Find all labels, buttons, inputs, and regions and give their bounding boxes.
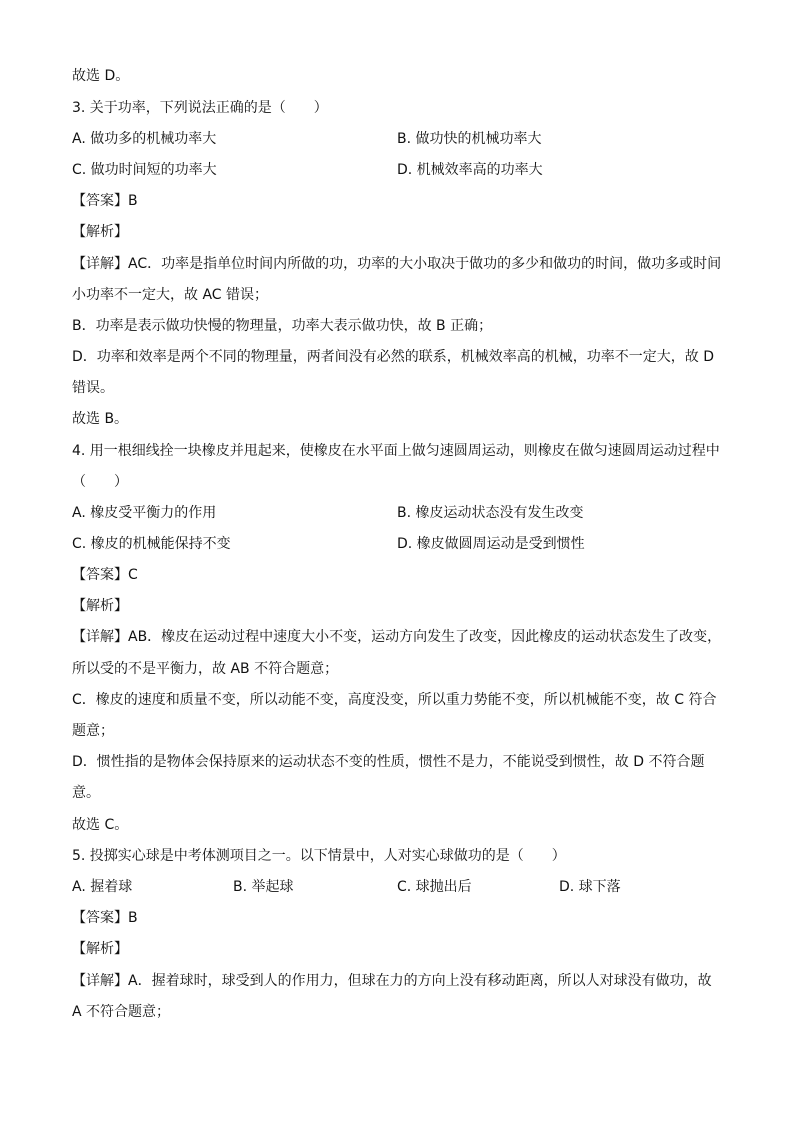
q5-detail-line-2: A 不符合题意； [72,1004,171,1020]
q4-detail-line-1: 【详解】AB．橡皮在运动过程中速度大小不变，运动方向发生了改变，因此橡皮的运动状态发生了改变， [72,629,722,645]
q4-analysis-label: 【解析】 [72,598,128,614]
q3-option-c: C. 做功时间短的功率大 [72,162,217,178]
q3-detail-line-1: 【详解】AC．功率是指单位时间内所做的功，功率的大小取决于做功的多少和做功的时间，做功多或时间 [72,256,722,272]
q4-conclusion: 故选 C。 [72,817,129,833]
q5-option-b: B. 举起球 [233,879,294,895]
q4-option-d: D. 橡皮做圆周运动是受到惯性 [397,536,585,552]
q3-option-a: A. 做功多的机械功率大 [72,131,217,147]
q4-stem-line-1: 4. 用一根细线拴一块橡皮并甩起来，使橡皮在水平面上做匀速圆周运动，则橡皮在做匀速圆周运动过程中 [72,443,720,459]
q4-option-c: C. 橡皮的机械能保持不变 [72,536,231,552]
q4-detail-line-6: 意。 [72,785,100,801]
q3-detail-line-2: 小功率不一定大，故 AC 错误； [72,287,269,303]
q4-option-a: A. 橡皮受平衡力的作用 [72,505,217,521]
q3-analysis-label: 【解析】 [72,224,128,240]
q3-detail-line-4: D．功率和效率是两个不同的物理量，两者间没有必然的联系，机械效率高的机械，功率不一定大，故 D [72,349,715,365]
q5-answer: 【答案】B [72,910,138,926]
q4-option-b: B. 橡皮运动状态没有发生改变 [397,505,584,521]
q5-option-c: C. 球抛出后 [397,879,472,895]
q4-detail-line-2: 所以受的不是平衡力，故 AB 不符合题意； [72,661,339,677]
q4-detail-line-3: C．橡皮的速度和质量不变，所以动能不变，高度没变，所以重力势能不变，所以机械能不变，故 C 符合 [72,692,717,708]
prev-conclusion: 故选 D。 [72,68,130,84]
q3-conclusion: 故选 B。 [72,411,129,427]
q3-option-b: B. 做功快的机械功率大 [397,131,542,147]
q5-option-a: A. 握着球 [72,879,133,895]
q4-stem-line-2: （ ） [72,474,128,490]
q3-detail-line-3: B．功率是表示做功快慢的物理量，功率大表示做功快，故 B 正确； [72,318,493,334]
q5-option-d: D. 球下落 [559,879,621,895]
q3-detail-line-5: 错误。 [72,380,114,396]
q3-option-d: D. 机械效率高的功率大 [397,162,543,178]
q5-detail-line-1: 【详解】A．握着球时，球受到人的作用力，但球在力的方向上没有移动距离，所以人对球没有做功，故 [72,973,712,989]
q3-stem: 3. 关于功率，下列说法正确的是（ ） [72,100,328,116]
q5-stem: 5. 投掷实心球是中考体测项目之一。以下情景中，人对实心球做功的是（ ） [72,848,566,864]
q4-answer: 【答案】C [72,567,138,583]
q4-detail-line-4: 题意； [72,723,114,739]
q4-detail-line-5: D．惯性指的是物体会保持原来的运动状态不变的性质，惯性不是力，不能说受到惯性，故 D 不符合题 [72,754,705,770]
q3-answer: 【答案】B [72,193,138,209]
q5-analysis-label: 【解析】 [72,941,128,957]
